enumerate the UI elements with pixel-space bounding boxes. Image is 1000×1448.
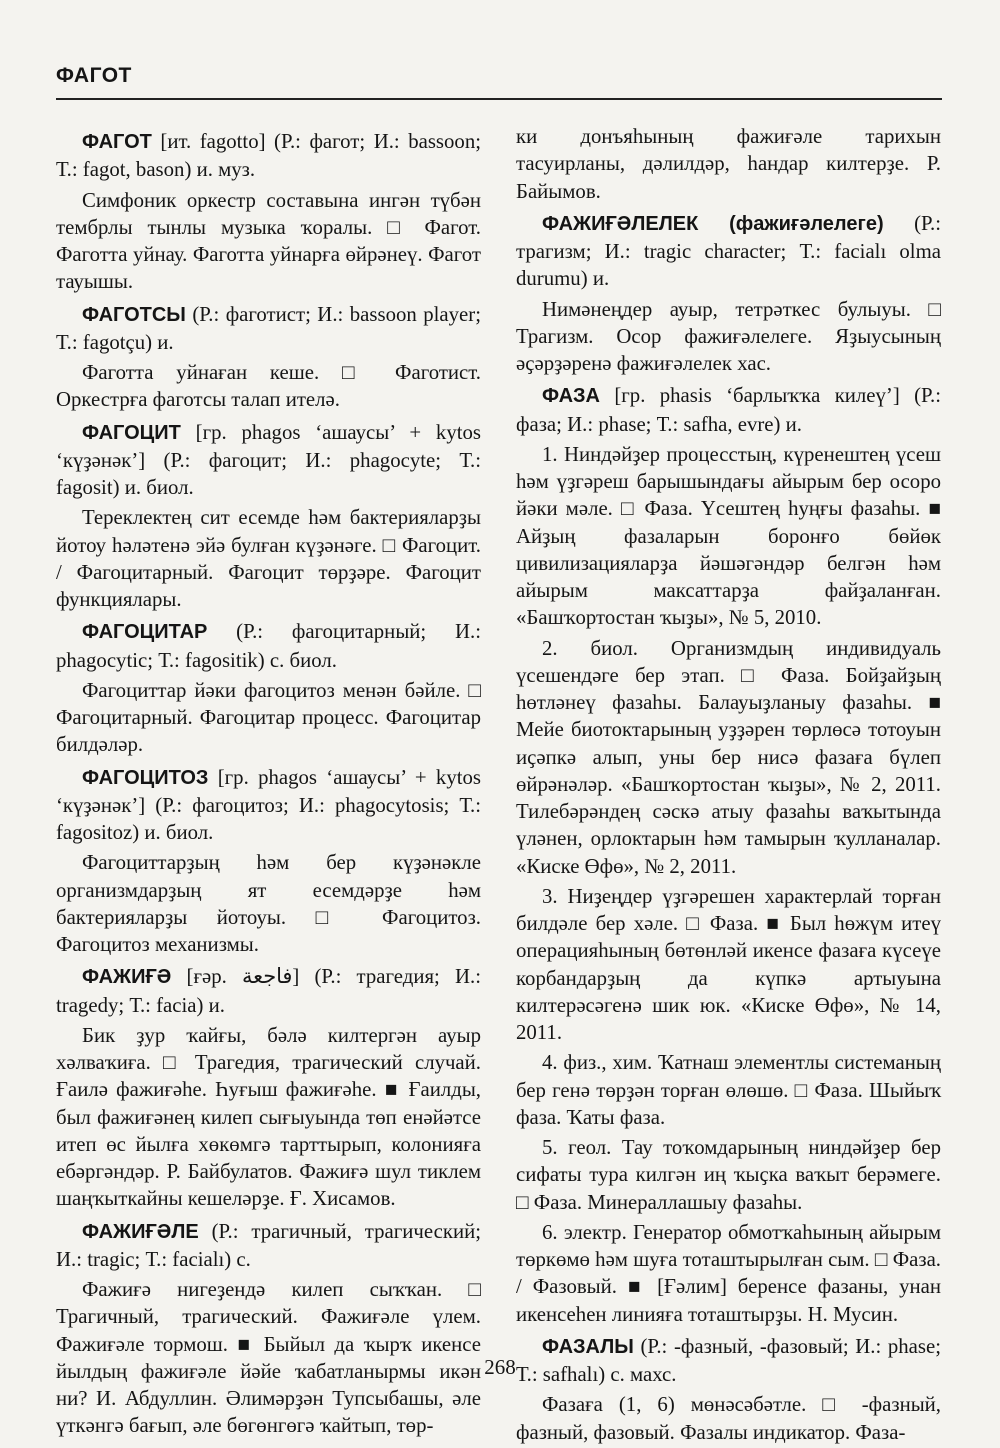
headword: ФАЗАЛЫ bbox=[542, 1335, 634, 1358]
definition: Симфоник оркестр составына ингән түбән тембрлы тынлы музыка ҡоралы. □ Фагот. Фаготта уйнау. Фаготта уйнарға өйрәнеү. Фагот тауышы. bbox=[56, 188, 481, 294]
sense-4: 4. физ., хим. Ҡатнаш элементлы системаның бер генә төрҙән торған өлөшө. □ Фаза. Шыйыҡ фаза. Ҡаты фаза. bbox=[516, 1051, 941, 1129]
definition: Фазаға (1, 6) мөнәсәбәтле. □ -фазный, фазный, фазовый. Фазалы индикатор. Фаза- bbox=[516, 1393, 941, 1444]
left-column bbox=[56, 123, 481, 1440]
definition: Фагоциттар йәки фагоцитоз менән бәйле. □ Фагоцитарный. Фагоцитар процесс. Фагоцитар билдәләр. bbox=[56, 678, 481, 757]
definition: Фажиғә нигеҙендә килеп сыҡҡан. □ Трагичный, трагический. Фажиғәле үлем. Фажиғәле тормош. ■ Быйыл да ҡырҡ икенсе йылдың фажиғәле йәйе ҡабатланырмы икән ни? И. Абдуллин. Әлимәрҙән Тупсыбашы, әле үткәнгә бағып, әле бөгөнгөгә ҡайтып, төр- bbox=[56, 1278, 481, 1438]
definition: Тереклектең сит есемде һәм бактерияларҙы йотоу һәләтенә эйә булған күҙәнәге. □ Фагоцит. / Фагоцитарный. Фагоцит төрҙәре. Фагоцит функциялары. bbox=[56, 506, 481, 611]
right-column bbox=[516, 123, 941, 1446]
entry-fagotsitoz: ФАГОЦИТОЗ [гр. phagos ‘ашаусы’ + kytos ‘күҙәнәк’] (Р.: фагоцитоз; И.: phagocytosis; Т.: fagositoz) и. биол. bbox=[56, 765, 481, 844]
headword: ФАГОЦИТАР bbox=[82, 621, 208, 644]
headword: ФАЗА bbox=[542, 385, 600, 408]
entry-fazhigalelek: ФАЖИҒӘЛЕЛЕК (фажиғәлелеге) (Р.: трагизм; И.: tragic character; Т.: facialı olma durumu) и. bbox=[516, 211, 941, 291]
headword: ФАЖИҒӘЛЕЛЕК (фажиғәлелеге) bbox=[542, 212, 884, 235]
definition: Нимәнеңдер ауыр, тетрәткес булыуы. □ Трагизм. Осор фажиғәлелеге. Яҙыусының әҫәрҙәренә фажиғәлелек хас. bbox=[516, 297, 941, 375]
headword: ФАГОТСЫ bbox=[82, 303, 186, 326]
headword: ФАГОТ bbox=[82, 131, 152, 153]
sense-6: 6. электр. Генератор обмотҡаһының айырым төркөмө һәм шуға тоташтырылған сым. □ Фаза. / Фазовый. ■ [Ғәлим] беренсе фазаны, унан икенсеһен линияға тоташтырҙы. Н. Мусин. bbox=[516, 1220, 941, 1326]
entry-fazhiga: ФАЖИҒӘ [ғәр. فاجعة] (Р.: трагедия; И.: tragedy; Т.: facia) и. bbox=[56, 965, 481, 1017]
entry-faza: ФАЗА [гр. phasis ‘барлыҡҡа килеү’] (Р.: фаза; И.: phase; Т.: safha, evre) и. bbox=[516, 384, 941, 436]
sense-1: 1. Ниндәйҙер процесстың, күренештең үсеш һәм үҙгәреш барышындағы айырым бер осоро йәки мәле. □ Фаза. Үсештең һуңғы фазаһы. ■ Айҙың фазаларын боронғо бөйөк цивилизацияларҙа йәшәгәндәр белгән һәм айырым максаттарҙа файҙаланған. «Башҡортостан ҡыҙы», № 5, 2010. bbox=[516, 442, 941, 630]
entry-fagotsitar: ФАГОЦИТАР (Р.: фагоцитарный; И.: phagocytic; Т.: fagositik) с. биол. bbox=[56, 620, 481, 672]
entry-fagot: ФАГОТ [ит. fagotto] (Р.: фагот; И.: bassoon; Т.: fagot, bason) и. муз. bbox=[56, 130, 481, 182]
page-number: 268 bbox=[484, 1355, 516, 1379]
headword: ФАГОЦИТ bbox=[82, 421, 181, 444]
headword: ФАЖИҒӘ bbox=[82, 966, 172, 989]
headword: ФАГОЦИТОЗ bbox=[82, 766, 209, 789]
sense-2: 2. биол. Организмдың индивидуаль үсешендәге бер этап. □ Фаза. Бойҙайҙың һөтләнеү фазаһы. Балауыҙланыу фазаһы. ■ Мейе биотоктарының уҙҙәрен төрлөсә тотоуын иҫәпкә алып, уны бер нисә фазаға бүлеп өйрәнәләр. «Башҡортостан ҡыҙы», № 2, 2011. Тилебәрәндең сәскә атыу фазаһы ваҡытында үләнен, орлоктарын һәм тамырын ҡулланалар. «Киске Өфө», № 2, 2011. bbox=[516, 636, 941, 878]
entry-fazhigale: ФАЖИҒӘЛЕ (Р.: трагичный, трагический; И.: tragic; Т.: facialı) с. bbox=[56, 1219, 481, 1271]
definition: Фаготта уйнаған кеше. □ Фаготист. Оркестрға фаготсы талап ителә. bbox=[56, 361, 481, 412]
entry-fazaly: ФАЗАЛЫ (Р.: -фазный, -фазовый; И.: phase; Т.: safhalı) с. махс. bbox=[516, 1334, 941, 1386]
definition: Бик ҙур ҡайғы, бәлә килтергән ауыр хәлваҡиға. □ Трагедия, трагический случай. Ғаилә фажиғәһе. Һуғыш фажиғәһе. ■ Ғаилды, был фажиғәнең килеп сығыуында төп енәйәтсе итеп өс йылға хөкөмгә тарттырып, колонияға ебәргәндәр. Р. Байбулатов. Фажиғә шул тиклем шаңҡыткайны кешеләрҙе. Ғ. Хисамов. bbox=[56, 1023, 481, 1211]
running-head: ФАГОТ bbox=[56, 64, 132, 87]
entry-fagotsit: ФАГОЦИТ [гр. phagos ‘ашаусы’ + kytos ‘күҙәнәк’] (Р.: фагоцит; И.: phagocyte; Т.: fagosit) и. биол. bbox=[56, 420, 481, 499]
sense-5: 5. геол. Тау тоҡомдарының ниндәйҙер бер сифаты тура килгән иң ҡыҫка ваҡыт берәмеге. □ Фаза. Минераллашыу фазаһы. bbox=[516, 1136, 941, 1214]
header-rule bbox=[56, 98, 942, 100]
sense-3: 3. Ниҙеңдер үҙгәрешен характерлай торған билдәле бер хәле. □ Фаза. ■ Был һөжүм итеү операцияһының бөтөнләй икенсе фазаға күсеүе корбандарҙың да күпкә артыуына килтерәсәгенә шик юк. «Киске Өфө», № 14, 2011. bbox=[516, 884, 941, 1044]
definition: Фагоциттарҙың һәм бер күҙәнәкле организмдарҙың ят есемдәрҙе һәм бактерияларҙы йотоуы. □ Фагоцитоз. Фагоцитоз механизмы. bbox=[56, 851, 481, 956]
entry-fagotsy: ФАГОТСЫ (Р.: фаготист; И.: bassoon player; Т.: fagotçu) и. bbox=[56, 302, 481, 354]
continuation: ки донъяһының фажиғәле тарихын тасуирланы, дәлилдәр, һандар килтерҙе. Р. Байымов. bbox=[516, 125, 941, 203]
headword: ФАЖИҒӘЛЕ bbox=[82, 1220, 199, 1243]
